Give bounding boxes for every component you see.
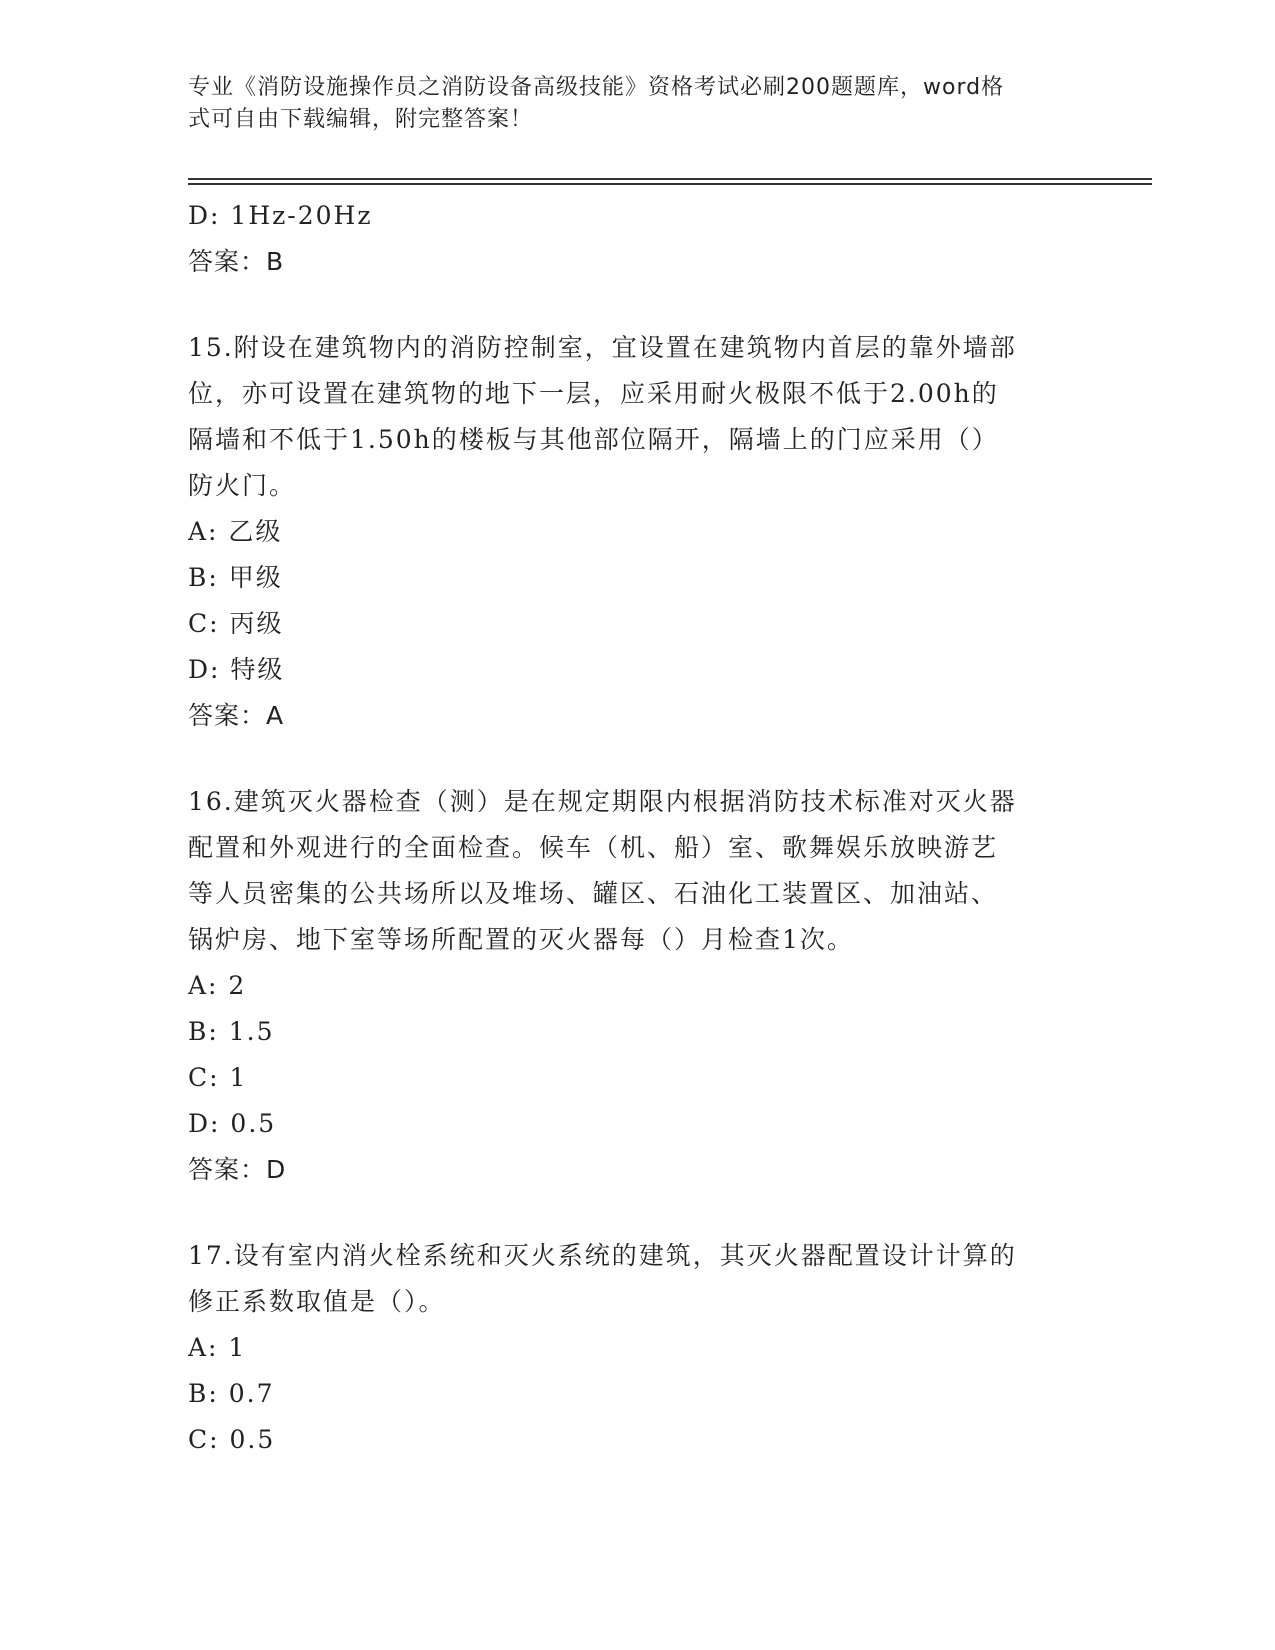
option-a: A: 1 (188, 1333, 247, 1362)
question-text-line: 15.附设在建筑物内的消防控制室，宜设置在建筑物内首层的靠外墙部 (188, 333, 1017, 362)
question-text-line: 配置和外观进行的全面检查。候车（机、船）室、歌舞娱乐放映游艺 (188, 833, 999, 862)
option-a: A: 乙级 (188, 517, 283, 546)
option-b: B: 甲级 (188, 563, 283, 592)
question-16 (188, 779, 1088, 1193)
option-d: D: 0.5 (188, 1109, 277, 1138)
option-d: D: 特级 (188, 655, 285, 684)
answer-label: 答案：B (188, 247, 285, 276)
question-list (188, 193, 1088, 1463)
question-15 (188, 325, 1088, 739)
option-b: B: 0.7 (188, 1379, 275, 1408)
question-text-line: 防火门。 (188, 471, 297, 500)
question-17 (188, 1233, 1088, 1463)
spacer (188, 739, 1088, 779)
answer-label: 答案：D (188, 1155, 287, 1184)
question-text-line: 17.设有室内消火栓系统和灭火系统的建筑，其灭火器配置设计计算的 (188, 1241, 1017, 1270)
option-c: C: 丙级 (188, 609, 284, 638)
spacer (188, 285, 1088, 325)
option-c: C: 0.5 (188, 1425, 276, 1454)
question-text-line: 位，亦可设置在建筑物的地下一层，应采用耐火极限不低于2.00h的 (188, 379, 999, 408)
option-b: B: 1.5 (188, 1017, 275, 1046)
spacer (188, 1193, 1088, 1233)
question-text-line: 16.建筑灭火器检查（测）是在规定期限内根据消防技术标准对灭火器 (188, 787, 1017, 816)
option-c: C: 1 (188, 1063, 248, 1092)
question-text-line: 修正系数取值是（）。 (188, 1287, 446, 1316)
option-a: A: 2 (188, 971, 247, 1000)
document-header (188, 72, 1068, 136)
question-text-line: 等人员密集的公共场所以及堆场、罐区、石油化工装置区、加油站、 (188, 879, 999, 908)
answer-label: 答案：A (188, 701, 285, 730)
question-text-line: 锅炉房、地下室等场所配置的灭火器每（）月检查1次。 (188, 925, 854, 954)
header-divider-bottom (188, 183, 1152, 185)
header-divider-top (188, 178, 1152, 180)
header-line-1: 专业《消防设施操作员之消防设备高级技能》资格考试必刷200题题库，word格 (188, 75, 1005, 100)
question-14-tail (188, 193, 1088, 285)
question-text-line: 隔墙和不低于1.50h的楼板与其他部位隔开，隔墙上的门应采用（） (188, 425, 999, 454)
header-line-2: 式可自由下载编辑，附完整答案！ (188, 107, 534, 132)
option-d: D: 1Hz-20Hz (188, 201, 373, 230)
